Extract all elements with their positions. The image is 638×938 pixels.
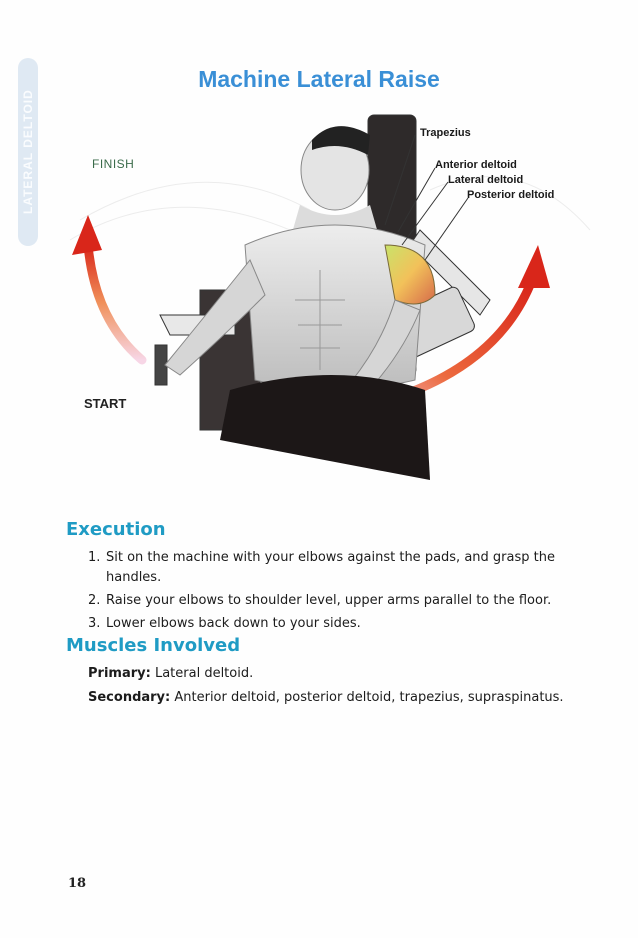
- muscles-heading: Muscles Involved: [66, 635, 241, 656]
- execution-steps: [88, 548, 558, 637]
- anterior-deltoid-label: Anterior deltoid: [435, 159, 517, 171]
- secondary-label: Secondary:: [88, 690, 171, 705]
- secondary-value: Anterior deltoid, posterior deltoid, trapezius, supraspinatus.: [174, 690, 564, 705]
- step-text: Sit on the machine with your elbows against the pads, and grasp the handles.: [106, 550, 555, 585]
- primary-value: Lateral deltoid.: [154, 666, 254, 681]
- step-item: [88, 591, 558, 611]
- step-text: Lower elbows back down to your sides.: [106, 616, 361, 631]
- execution-heading: Execution: [66, 519, 166, 540]
- primary-muscles: [88, 666, 253, 681]
- step-text: Raise your elbows to shoulder level, upper arms parallel to the floor.: [106, 593, 552, 608]
- page-number: 18: [68, 876, 87, 891]
- posterior-deltoid-label: Posterior deltoid: [467, 189, 555, 201]
- left-arrow: [72, 215, 142, 360]
- primary-label: Primary:: [88, 666, 151, 681]
- step-number: 1.: [88, 550, 101, 565]
- page-title: Machine Lateral Raise: [198, 66, 440, 92]
- trapezius-label: Trapezius: [420, 127, 471, 139]
- side-tab-label: LATERAL DELTOID: [21, 89, 35, 215]
- step-number: 3.: [88, 616, 101, 631]
- secondary-muscles: [88, 690, 564, 705]
- step-item: [88, 548, 558, 588]
- step-number: 2.: [88, 593, 101, 608]
- start-label: START: [84, 396, 127, 411]
- lateral-deltoid-label: Lateral deltoid: [448, 174, 524, 186]
- step-item: [88, 614, 558, 634]
- finish-label: FINISH: [92, 157, 135, 171]
